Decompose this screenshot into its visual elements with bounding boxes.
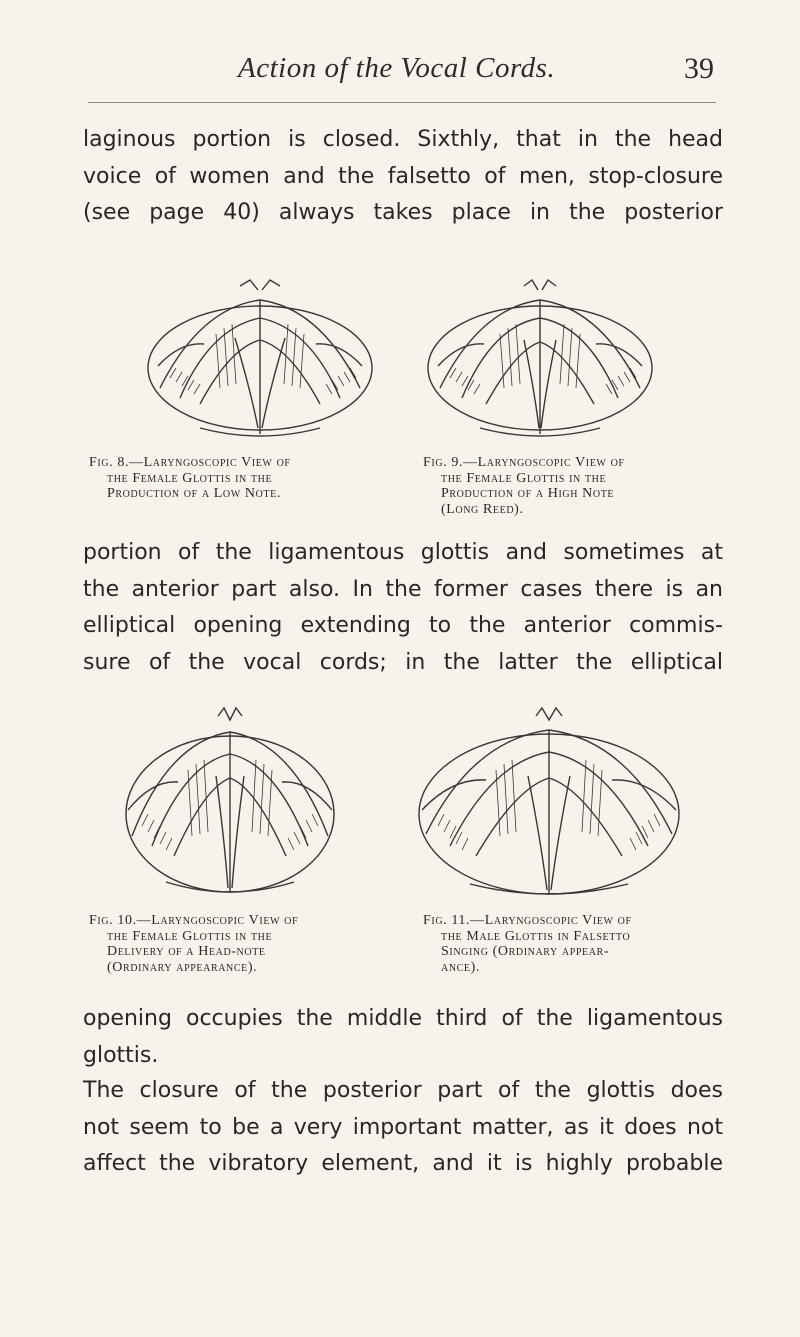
figure-10-caption: [89, 913, 298, 975]
figure-11-illustration: [412, 706, 686, 902]
figure-11-caption: [423, 913, 632, 975]
caption-line: the Female Glottis in the: [107, 470, 273, 486]
text-line: elliptical opening extending to the anterior commis-: [83, 613, 723, 638]
paragraph-4: [83, 1073, 723, 1183]
paragraph-1: [83, 122, 723, 232]
text-line: affect the vibratory element, and it is highly probable: [83, 1151, 723, 1176]
glottis-engraving: [140, 278, 380, 444]
caption-line: Fig. 10.—Laryngoscopic View of: [89, 913, 299, 928]
caption-line: the Female Glottis in the: [107, 928, 273, 944]
figure-9-caption: [423, 455, 625, 517]
caption-line: Production of a Low Note.: [107, 486, 281, 501]
caption-line: Delivery of a Head-note: [107, 944, 266, 959]
caption-line: the Male Glottis in Falsetto: [441, 928, 631, 944]
caption-line: Singing (Ordinary appear-: [441, 944, 610, 959]
caption-line: ance).: [441, 959, 480, 975]
caption-line: Fig. 9.—Laryngoscopic View of: [423, 455, 625, 470]
glottis-engraving: [118, 706, 342, 902]
caption-line: (Ordinary appearance).: [107, 959, 258, 975]
header-rule: [88, 102, 716, 103]
text-line: laginous portion is closed. Sixthly, that in the head: [83, 127, 723, 152]
text-line: opening occupies the middle third of the ligamentous: [83, 1006, 723, 1031]
running-title: Action of the Vocal Cords.: [238, 52, 556, 84]
text-line: not seem to be a very important matter, as it does not: [83, 1114, 723, 1140]
text-line: voice of women and the falsetto of men, stop-closure: [83, 163, 723, 189]
text-line: sure of the vocal cords; in the latter the elliptical: [83, 649, 723, 675]
figure-8-caption: [89, 455, 291, 502]
text-line: The closure of the posterior part of the glottis does: [83, 1078, 723, 1103]
caption-line: the Female Glottis in the: [441, 470, 607, 486]
page-number: 39: [684, 52, 714, 85]
caption-line: Fig. 8.—Laryngoscopic View of: [89, 455, 291, 470]
text-line: the anterior part also. In the former cases there is an: [83, 576, 723, 602]
glottis-engraving: [420, 278, 660, 444]
figure-10-illustration: [118, 706, 342, 902]
figure-9-illustration: [420, 278, 660, 444]
caption-line: Fig. 11.—Laryngoscopic View of: [423, 913, 632, 928]
glottis-engraving: [412, 706, 686, 902]
figure-8-illustration: [140, 278, 380, 444]
text-line: (see page 40) always takes place in the posterior: [83, 200, 723, 225]
caption-line: (Long Reed).: [441, 501, 524, 517]
text-line: portion of the ligamentous glottis and sometimes at: [83, 540, 723, 565]
text-line: glottis.: [83, 1042, 159, 1068]
paragraph-2: [83, 535, 723, 681]
paragraph-3: [83, 1001, 723, 1074]
running-header: [0, 52, 800, 92]
caption-line: Production of a High Note: [441, 486, 615, 501]
